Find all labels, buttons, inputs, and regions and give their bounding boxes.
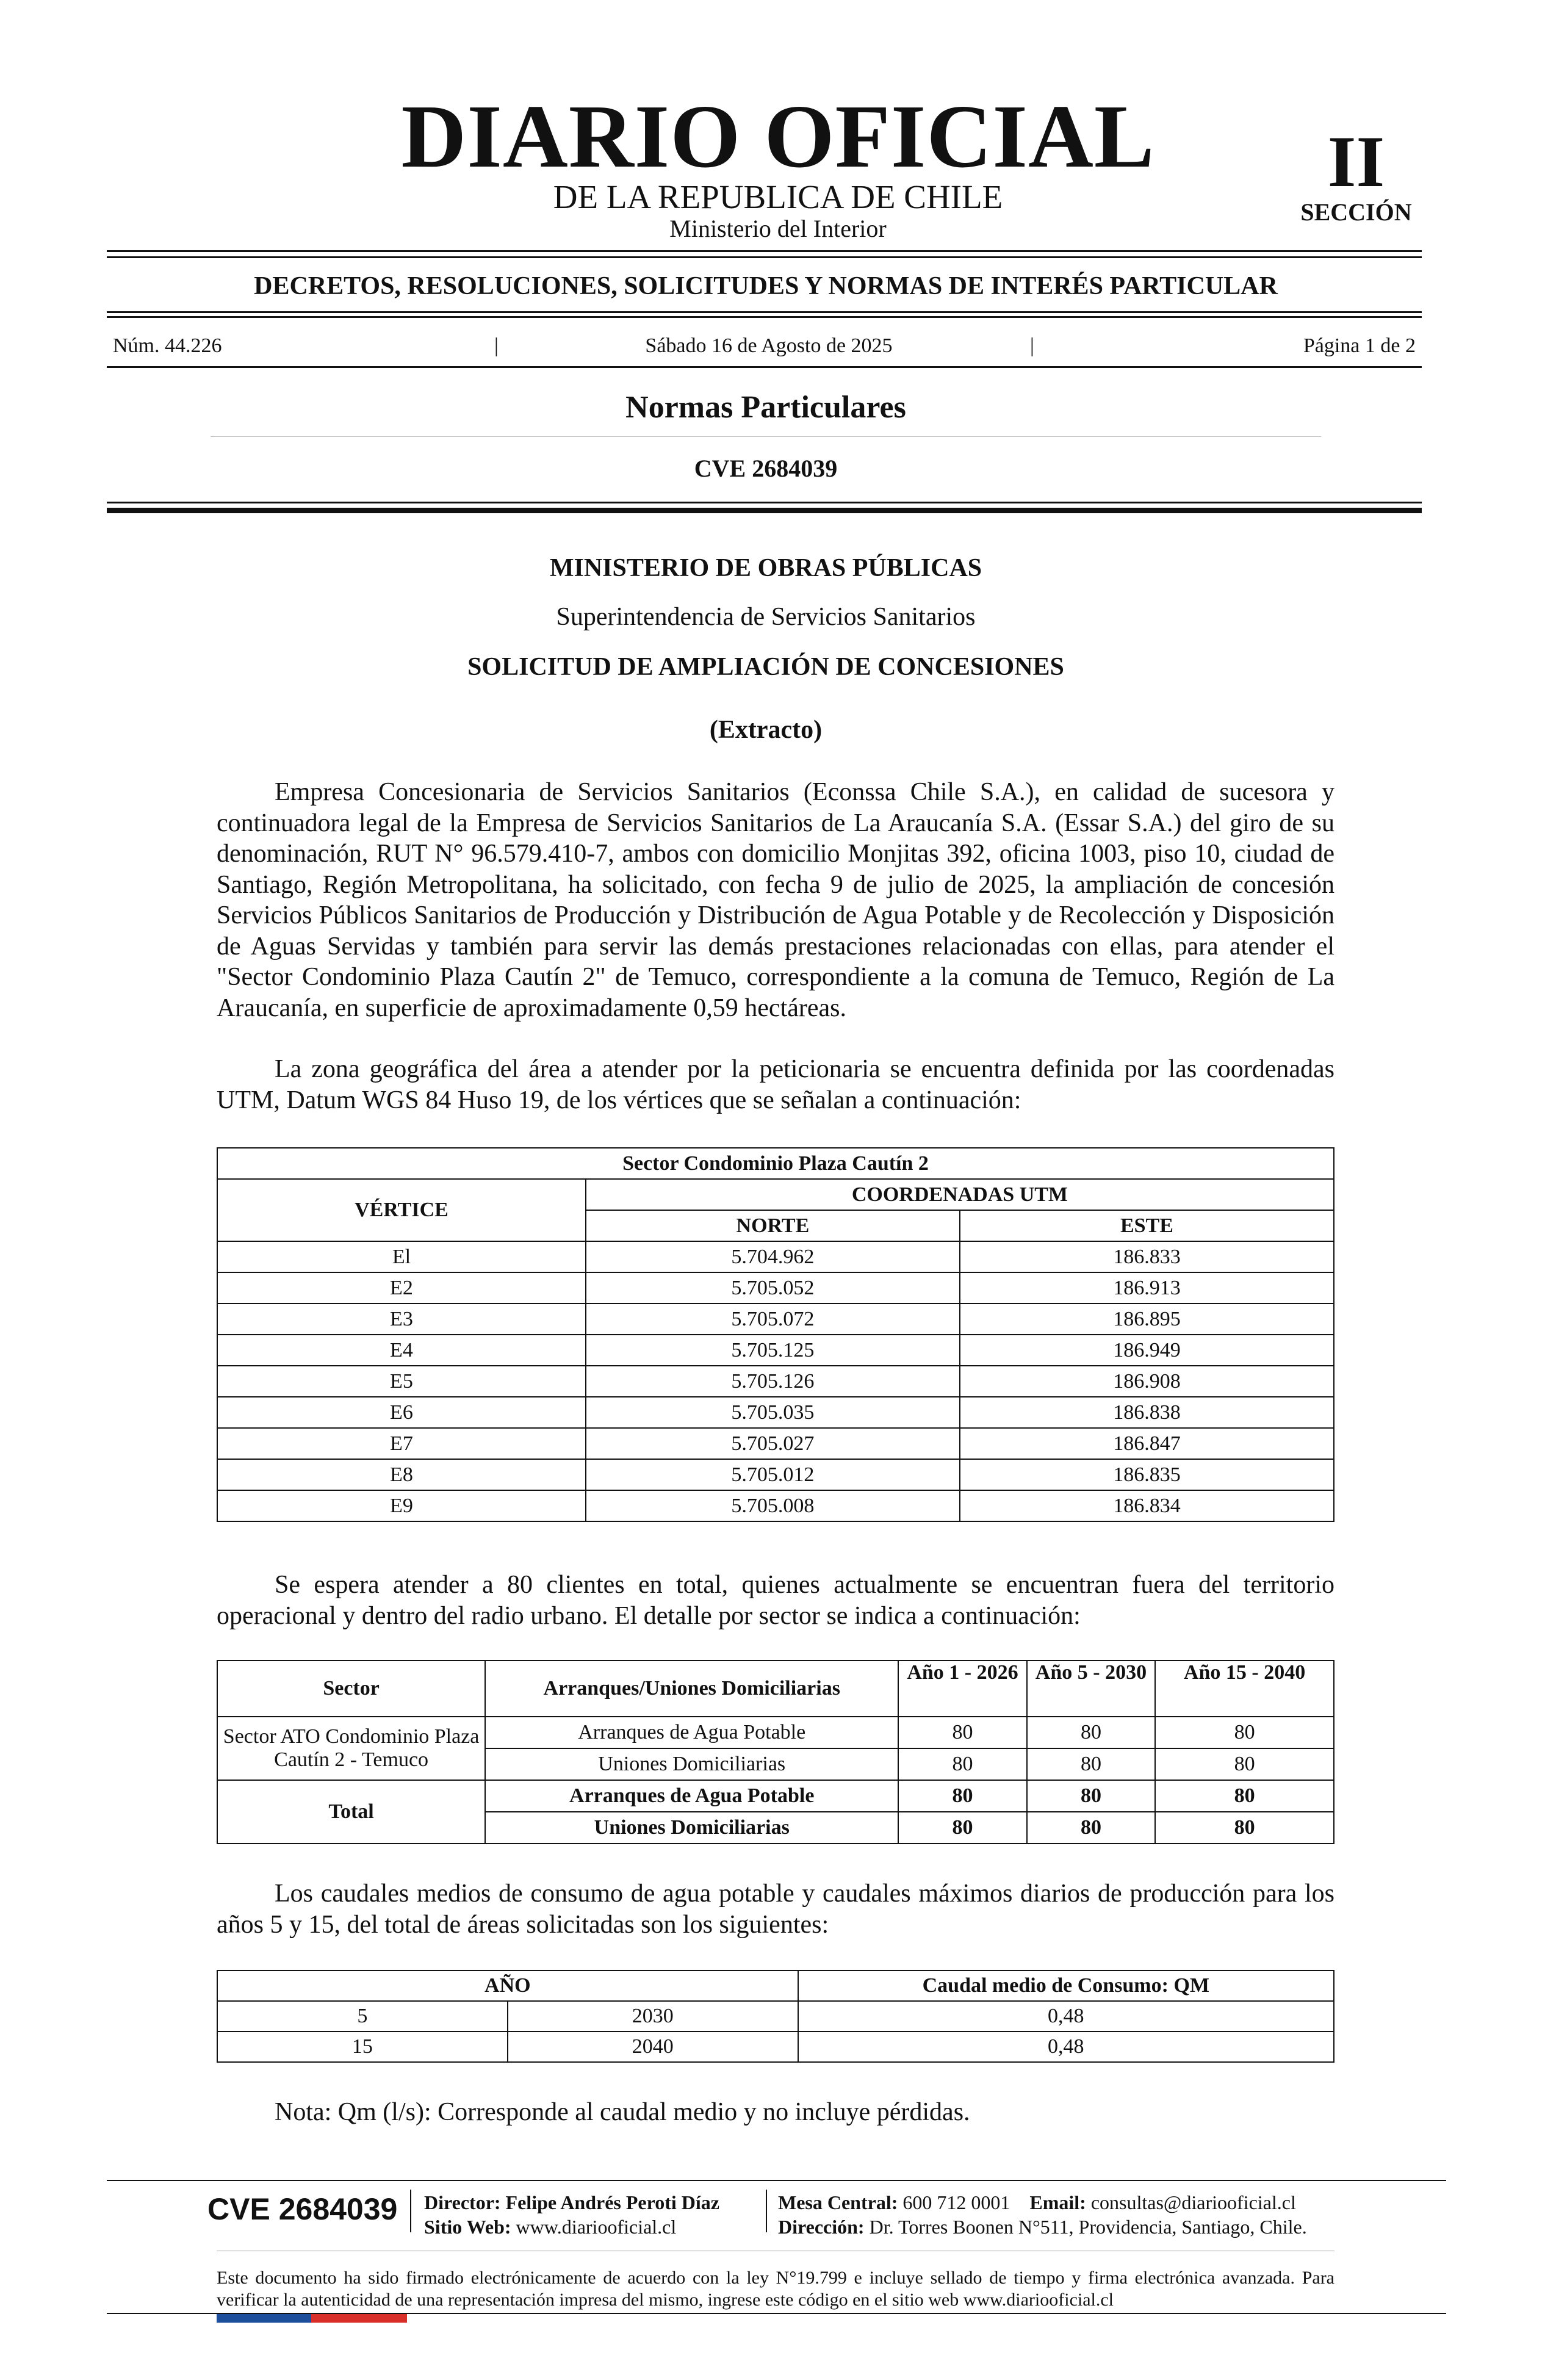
total-row-value: 80: [1155, 1812, 1334, 1844]
north-cell: 5.705.008: [586, 1490, 960, 1521]
document-subtitle: (Extracto): [709, 716, 823, 744]
east-cell: 186.835: [960, 1459, 1334, 1490]
desk-phone: 600 712 0001: [902, 2191, 1010, 2213]
section-title-rule: [211, 436, 1321, 437]
table-row: [217, 1366, 1334, 1397]
flow-cell: 0,48: [798, 2001, 1334, 2032]
table-row: [217, 1335, 1334, 1366]
footer-director: [424, 2193, 719, 2212]
row-value: 80: [898, 1748, 1026, 1780]
vertex-cell: E3: [217, 1304, 586, 1335]
paragraph-clients: [217, 1570, 1334, 1631]
address-label: Dirección:: [778, 2216, 865, 2238]
website-link[interactable]: www.diariooficial.cl: [516, 2216, 677, 2238]
row-type: Uniones Domiciliarias: [485, 1748, 898, 1780]
footer-legal-notice: Este documento ha sido firmado electrónicamente de acuerdo con la ley N°19.799 e incluye sellado de tiempo y firma electrónica avanzada. Para verificar la autenticidad de una representación impresa del mismo, ingrese este código en el sitio web www.diariooficial.cl: [217, 2268, 1334, 2310]
footer-cve-code: CVE 2684039: [207, 2192, 398, 2226]
footer-website: [424, 2217, 676, 2237]
issue-date: Sábado 16 de Agosto de 2025: [645, 334, 893, 357]
vertex-cell: E7: [217, 1428, 586, 1459]
table-row: [217, 2032, 1334, 2062]
row-value: 80: [1027, 1717, 1155, 1748]
total-row-type: Arranques de Agua Potable: [485, 1780, 898, 1812]
flow-column-header: Caudal medio de Consumo: QM: [798, 1971, 1334, 2001]
flow-cell: 0,48: [798, 2032, 1334, 2062]
masthead-rule-top: [107, 250, 1422, 252]
flow-table: [217, 1970, 1334, 2063]
table-row: [217, 1490, 1334, 1521]
east-cell: 186.949: [960, 1335, 1334, 1366]
flow-note: Nota: Qm (l/s): Corresponde al caudal medio y no incluye pérdidas.: [275, 2098, 970, 2126]
north-cell: 5.705.035: [586, 1397, 960, 1428]
table-row: [217, 1397, 1334, 1428]
north-cell: 5.705.012: [586, 1459, 960, 1490]
row-value: 80: [1155, 1717, 1334, 1748]
header-end-rule-thick: [107, 508, 1422, 513]
issue-page: Página 1 de 2: [1303, 334, 1416, 357]
info-rule: [107, 366, 1422, 368]
sector-column-header: Sector: [217, 1661, 485, 1717]
website-label: Sitio Web:: [424, 2216, 511, 2238]
vertex-cell: E6: [217, 1397, 586, 1428]
paragraph-intro: [217, 777, 1334, 1023]
row-value: 80: [1027, 1748, 1155, 1780]
north-cell: 5.705.027: [586, 1428, 960, 1459]
year1-column-header: Año 1 - 2026: [898, 1661, 1026, 1717]
vertex-cell: E8: [217, 1459, 586, 1490]
email-label: Email:: [1029, 2191, 1086, 2213]
east-column-header: ESTE: [960, 1210, 1334, 1241]
paragraph-flows: [217, 1878, 1334, 1940]
paragraph-flows-text: Los caudales medios de consumo de agua potable y caudales máximos diarios de producción para los años 5 y 15, del total de áreas solicitadas son los siguientes:: [217, 1880, 1334, 1939]
type-column-header: Arranques/Uniones Domiciliarias: [485, 1661, 898, 1717]
year-index-cell: 15: [217, 2032, 508, 2062]
footer-rule-top: [107, 2180, 1446, 2181]
total-row-value: 80: [1027, 1812, 1155, 1844]
footer-contact: [778, 2193, 1296, 2212]
issue-number: Núm. 44.226: [113, 334, 222, 357]
masthead-ministry: Ministerio del Interior: [669, 215, 887, 242]
sector-name: Sector ATO Condominio Plaza Cautín 2 - Temuco: [217, 1717, 485, 1780]
east-cell: 186.895: [960, 1304, 1334, 1335]
paragraph-zone: [217, 1054, 1334, 1116]
paragraph-intro-text: Empresa Concesionaria de Servicios Sanitarios (Econssa Chile S.A.), en calidad de sucesora y continuadora legal de la Empresa de Servicios Sanitarios de La Araucanía S.A. (Essar S.A.) del giro de su denominación, RUT N° 96.579.410-7, ambos con domicilio Monjitas 392, oficina 1003, piso 10, ciudad de Santiago, Región Metropolitana, ha solicitado, con fecha 9 de julio de 2025, la ampliación de concesión Servicios Públicos Sanitarios de Producción y Distribución de Agua Potable y de Recolección y Disposición de Aguas Servidas y también para servir las demás prestaciones relacionadas con ellas, para atender el "Sector Condominio Plaza Cautín 2" de Temuco, correspondiente a la comuna de Temuco, Región de La Araucanía, en superficie de aproximadamente 0,59 hectáreas.: [217, 778, 1334, 1022]
ministry-heading: MINISTERIO DE OBRAS PÚBLICAS: [549, 554, 982, 582]
vertex-cell: E4: [217, 1335, 586, 1366]
year-index-cell: 5: [217, 2001, 508, 2032]
coordinates-group-header: COORDENADAS UTM: [586, 1179, 1334, 1210]
footer-address: [778, 2217, 1307, 2237]
masthead-subtitle: DE LA REPUBLICA DE CHILE: [553, 178, 1003, 215]
east-cell: 186.838: [960, 1397, 1334, 1428]
vertex-cell: E2: [217, 1272, 586, 1304]
total-label: Total: [217, 1780, 485, 1844]
vertex-coordinates-table: [217, 1147, 1334, 1522]
issue-separator: |: [1030, 334, 1034, 357]
east-cell: 186.908: [960, 1366, 1334, 1397]
year-cell: 2030: [508, 2001, 798, 2032]
paragraph-clients-text: Se espera atender a 80 clientes en total, quienes actualmente se encuentran fuera del territorio operacional y dentro del radio urbano. El detalle por sector se indica a continuación:: [217, 1571, 1334, 1630]
total-row-value: 80: [1027, 1780, 1155, 1812]
header-end-rule-thin: [107, 502, 1422, 503]
masthead-title: DIARIO OFICIAL: [401, 87, 1155, 187]
row-type: Arranques de Agua Potable: [485, 1717, 898, 1748]
footer-divider: [766, 2190, 767, 2232]
total-row-value: 80: [898, 1780, 1026, 1812]
banner-rule-bottom: [107, 316, 1422, 318]
year15-column-header: Año 15 - 2040: [1155, 1661, 1334, 1717]
north-column-header: NORTE: [586, 1210, 960, 1241]
east-cell: 186.834: [960, 1490, 1334, 1521]
table-row: [217, 1428, 1334, 1459]
address-text: Dr. Torres Boonen N°511, Providencia, Santiago, Chile.: [869, 2216, 1307, 2238]
vertex-column-header: VÉRTICE: [217, 1179, 586, 1241]
desk-label: Mesa Central:: [778, 2191, 898, 2213]
director-label: Director:: [424, 2191, 501, 2213]
year-cell: 2040: [508, 2032, 798, 2062]
director-name: Felipe Andrés Peroti Díaz: [505, 2191, 719, 2213]
footer-divider: [410, 2190, 411, 2232]
row-value: 80: [1155, 1748, 1334, 1780]
document-title: SOLICITUD DE AMPLIACIÓN DE CONCESIONES: [467, 653, 1064, 681]
row-value: 80: [898, 1717, 1026, 1748]
table-row: [217, 1272, 1334, 1304]
section-title: Normas Particulares: [625, 390, 906, 425]
east-cell: 186.913: [960, 1272, 1334, 1304]
paragraph-zone-text: La zona geográfica del área a atender por la peticionaria se encuentra definida por las coordenadas UTM, Datum WGS 84 Huso 19, de los vértices que se señalan a continuación:: [217, 1055, 1334, 1114]
table-row: [217, 1241, 1334, 1272]
vertex-cell: E5: [217, 1366, 586, 1397]
north-cell: 5.705.126: [586, 1366, 960, 1397]
year-column-header: AÑO: [217, 1971, 798, 2001]
table-row: [217, 1459, 1334, 1490]
north-cell: 5.704.962: [586, 1241, 960, 1272]
section-label: SECCIÓN: [1300, 198, 1412, 226]
total-row-value: 80: [1155, 1780, 1334, 1812]
agency-name: Superintendencia de Servicios Sanitarios: [556, 603, 976, 631]
email-link[interactable]: consultas@diariooficial.cl: [1090, 2191, 1296, 2213]
footer-flag-blue-bar: [217, 2314, 311, 2323]
total-row-type: Uniones Domiciliarias: [485, 1812, 898, 1844]
banner-rule-top: [107, 311, 1422, 313]
north-cell: 5.705.052: [586, 1272, 960, 1304]
vertex-table-title: Sector Condominio Plaza Cautín 2: [217, 1148, 1334, 1179]
table-row: [217, 1304, 1334, 1335]
footer-flag-red-bar: [311, 2314, 407, 2323]
clients-table: [217, 1660, 1334, 1844]
north-cell: 5.705.125: [586, 1335, 960, 1366]
masthead-rule-bottom: [107, 256, 1422, 258]
issue-separator: |: [494, 334, 499, 357]
east-cell: 186.847: [960, 1428, 1334, 1459]
vertex-cell: E9: [217, 1490, 586, 1521]
banner-heading: DECRETOS, RESOLUCIONES, SOLICITUDES Y NORMAS DE INTERÉS PARTICULAR: [254, 272, 1278, 300]
vertex-cell: El: [217, 1241, 586, 1272]
table-row: [217, 2001, 1334, 2032]
cve-code: CVE 2684039: [694, 455, 838, 482]
north-cell: 5.705.072: [586, 1304, 960, 1335]
section-number: II: [1327, 121, 1385, 202]
east-cell: 186.833: [960, 1241, 1334, 1272]
total-row-value: 80: [898, 1812, 1026, 1844]
year5-column-header: Año 5 - 2030: [1027, 1661, 1155, 1717]
